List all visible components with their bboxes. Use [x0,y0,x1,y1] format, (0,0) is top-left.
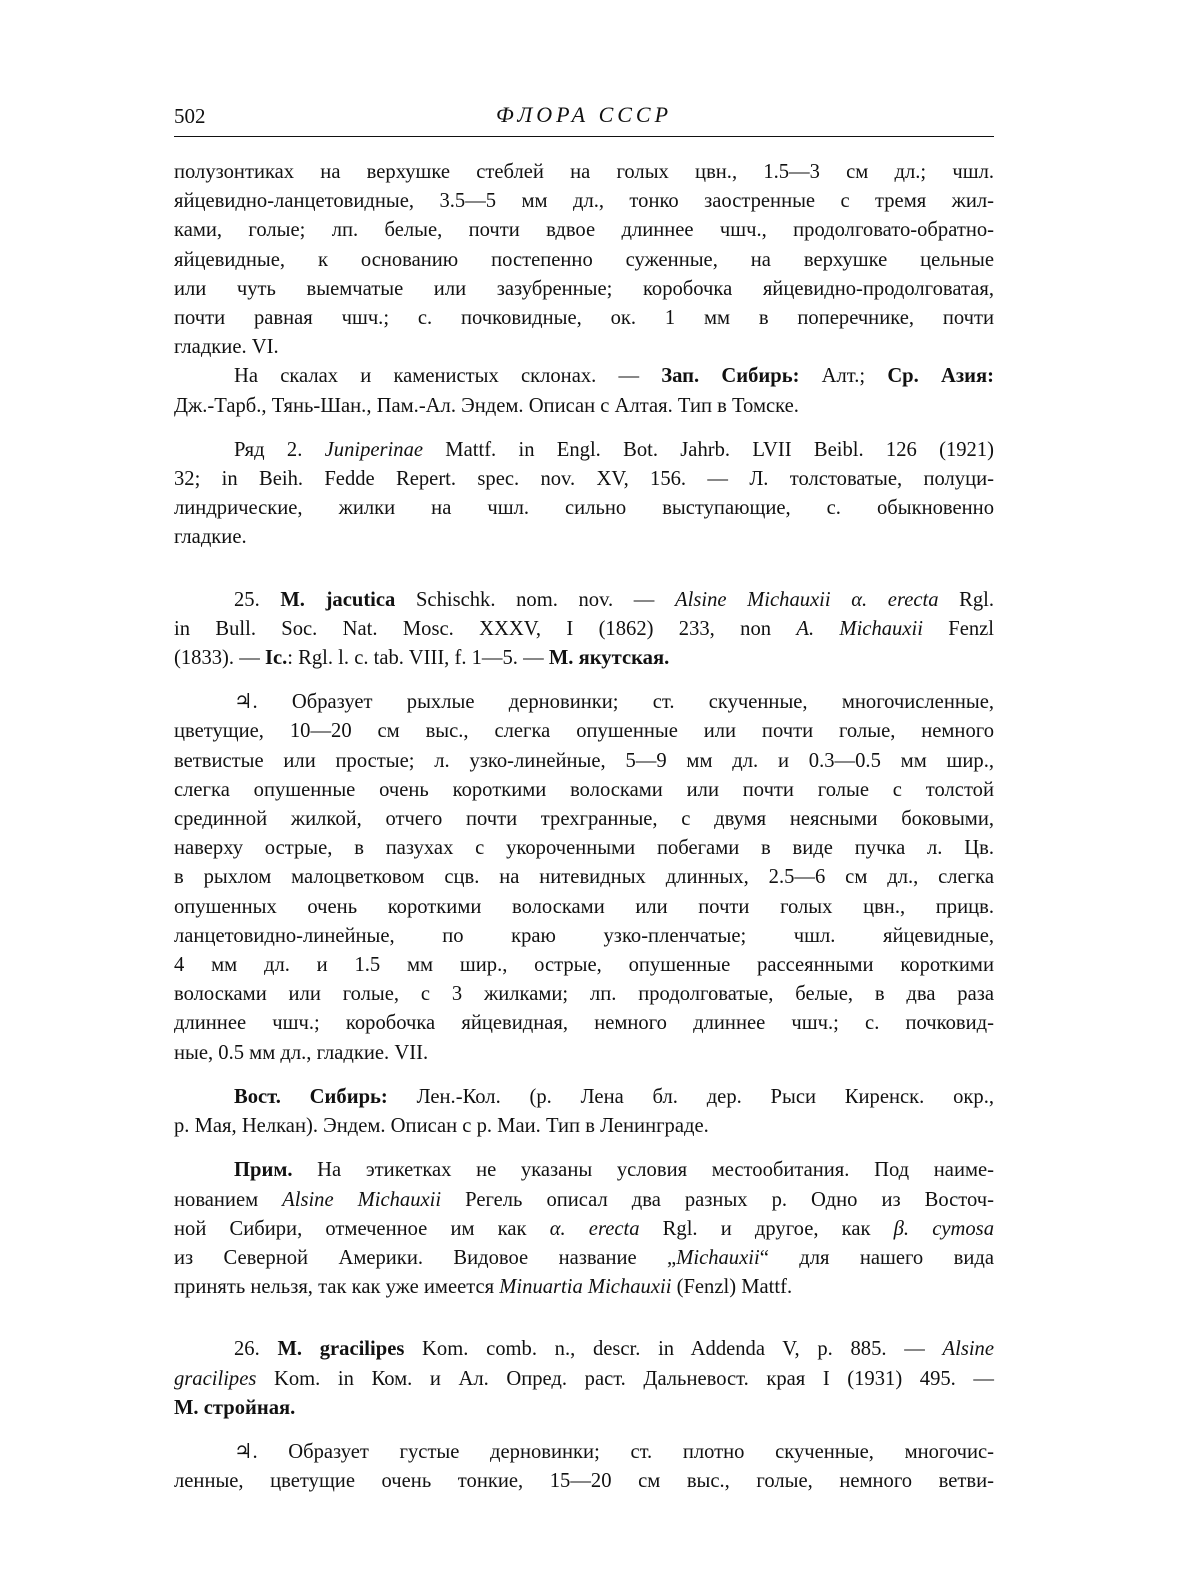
page-number: 502 [174,104,206,128]
text-span: Kom. comb. n., descr. in Addenda V, p. 885. — [404,1338,943,1361]
text-line: 32; in Beih. Fedde Repert. spec. nov. XV, 156. — Л. толстоватые, полуци- [174,468,994,491]
text-span: (1833). — [174,647,265,670]
note-label: Прим. [234,1159,293,1182]
text-span: из Северной Америки. Видовое название „ [174,1246,677,1269]
text-span: : Rgl. l. c. tab. VIII, f. 1—5. — [287,647,549,670]
text-line [174,1156,994,1185]
taxon-name: β. cymosa [893,1217,994,1240]
text-line: гладкие. [174,526,247,549]
taxon-name: Minuartia Michauxii [499,1276,672,1299]
text-line [174,1215,994,1244]
text-line: 4 мм дл. и 1.5 мм шир., острые, опушенные рассеянными короткими [174,954,994,977]
text-line: ♃. Образует рыхлые дерновинки; ст. скученные, многочисленные, [234,691,994,714]
text-line [174,586,994,615]
text-line: срединной жилкой, отчего почти трехгранные, с двумя неясными боковыми, [174,808,994,831]
text-line [174,436,994,465]
synonym-name: gracilipes [174,1367,257,1390]
text-line: ланцетовидно-линейные, по краю узко-пленчатые; чшл. яйцевидные, [174,924,994,947]
paragraph-note [174,1156,994,1302]
paragraph-distribution [174,1083,994,1141]
russian-name: M. якутская. [548,647,670,670]
text-line: ♃. Образует густые дерновинки; ст. плотно скученные, многочис- [234,1440,994,1463]
russian-name: M. стройная. [174,1396,296,1419]
text-span: нованием [174,1188,283,1211]
text-span: 25. [234,588,281,611]
paragraph-species-description [174,1438,994,1496]
text-line [174,362,994,391]
text-line: слегка опушенные очень короткими волосками или почти голые с толстой [174,778,994,801]
text-span: Fenzl [922,617,994,640]
text-line [174,644,994,673]
taxon-name: Juniperinae [324,438,424,461]
page-header [174,96,994,137]
taxon-name: Michauxii [676,1246,760,1269]
text-span: Rgl. [938,588,995,611]
text-span: in Bull. Soc. Nat. Mosc. XXXV, I (1862) 233, non [174,617,797,640]
text-line: Дж.-Тарб., Тянь-Шан., Пам.-Ал. Эндем. Описан с Алтая. Тип в Томске. [174,394,799,417]
text-line [174,1273,994,1302]
text-line: почти равная чшч.; с. почковидные, ок. 1 мм в поперечнике, почти [174,307,994,330]
region-label: Ср. Азия: [887,365,994,388]
text-line: р. Мая, Нелкан). Эндем. Описан с р. Маи. Тип в Ленинграде. [174,1115,709,1138]
text-line [174,1394,994,1423]
text-span: Kom. in Ком. и Ал. Опред. раст. Дальневост. края I (1931) 495. — [256,1367,994,1390]
text-line: волосками или голые, с 3 жилками; лп. продолговатые, белые, в два раза [174,983,994,1006]
paragraph-species-description [174,688,994,1068]
text-span: (Fenzl) Mattf. [671,1276,793,1299]
text-span: принять нельзя, так как уже имеется [174,1276,500,1299]
text-span: “ для нашего вида [759,1246,994,1269]
text-line [174,615,994,644]
text-line [174,1365,994,1394]
species-heading-25 [174,586,994,674]
text-line [174,1335,994,1364]
text-span: 26. [234,1338,278,1361]
text-line: наверху острые, в пазухах с укороченными побегами в виде пучка л. Цв. [174,837,994,860]
species-name: M. gracilipes [277,1338,405,1361]
text-line: ветвистые или простые; л. узко-линейные, 5—9 мм дл. и 0.3—0.5 мм шир., [174,749,994,772]
page-body [174,158,994,1496]
taxon-name: α. erecta [549,1217,640,1240]
text-line: или чуть выемчатые или зазубренные; коробочка яйцевидно-продолговатая, [174,277,994,300]
text-span: Регель описал два разных р. Одно из Восточ- [441,1188,994,1211]
text-line: полузонтиках на верхушке стеблей на голых цвн., 1.5—3 см дл.; чшл. [174,161,994,183]
text-line [174,1186,994,1215]
text-span: Алт.; [799,365,888,388]
text-line [174,1244,994,1273]
text-span: Schischk. nom. nov. — [395,588,676,611]
text-span: На скалах и каменистых склонах. — [234,365,662,388]
text-line: яйцевидно-ланцетовидные, 3.5—5 мм дл., тонко заостренные с тремя жил- [174,190,994,213]
text-line: в рыхлом малоцветковом сцв. на нитевидных длинных, 2.5—6 см дл., слегка [174,866,994,889]
text-line: ками, голые; лп. белые, почти вдвое длиннее чшч., продолговато-обратно- [174,219,994,242]
species-name: M. jacutica [280,588,396,611]
text-line [174,1083,994,1112]
paragraph-series [174,436,994,553]
text-line: ленные, цветущие очень тонкие, 15—20 см выс., голые, немного ветви- [174,1470,994,1493]
region-label: Вост. Сибирь: [234,1085,388,1108]
text-line: опушенных очень короткими волосками или почти голых цвн., прицв. [174,895,994,918]
text-line: яйцевидные, к основанию постепенно суженные, на верхушке цельные [174,248,994,271]
synonym-name: Alsine Michauxii α. erecta [675,588,939,611]
text-span: ной Сибири, отмеченное им как [174,1217,550,1240]
text-span: Лен.-Кол. (р. Лена бл. дер. Рыси Киренск. окр., [387,1085,994,1108]
synonym-name: A. Michauxii [796,617,923,640]
text-line: длиннее чшч.; коробочка яйцевидная, немного длиннее чшч.; с. почковид- [174,1012,994,1035]
text-line: цветущие, 10—20 см выс., слегка опушенные или почти голые, немного [174,720,994,743]
text-span: Rgl. и другое, как [639,1217,894,1240]
text-line: линдрические, жилки на чшл. сильно выступающие, с. обыкновенно [174,497,994,520]
paragraph-description-continued [174,158,994,362]
synonym-name: Alsine [942,1338,994,1361]
text-line: ные, 0.5 мм дл., гладкие. VII. [174,1041,429,1064]
region-label: Зап. Сибирь: [661,365,800,388]
text-span: На этикетках не указаны условия местообитания. Под наиме- [292,1159,994,1182]
text-span: Ряд 2. [234,438,325,461]
paragraph-distribution [174,362,994,420]
text-line: гладкие. VI. [174,336,279,359]
species-heading-26 [174,1335,994,1423]
taxon-name: Alsine Michauxii [282,1188,442,1211]
text-span: Mattf. in Engl. Bot. Jahrb. LVII Beibl. 126 (1921) [423,438,994,461]
icon-reference-label: Ic. [264,647,288,670]
running-title: ФЛОРА СССР [495,102,673,127]
